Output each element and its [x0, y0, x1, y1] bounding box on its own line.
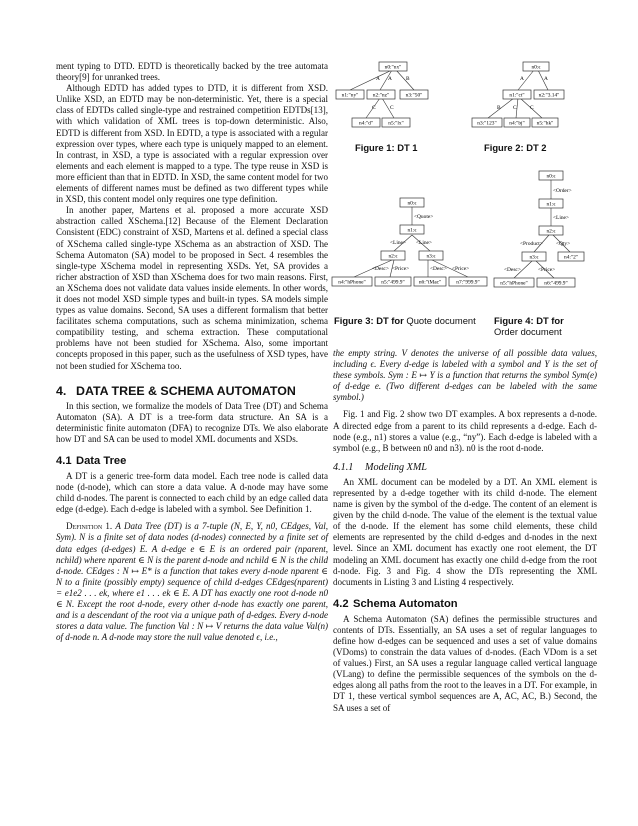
dt4-node-n3 [522, 252, 546, 261]
dt3-node-n1 [400, 225, 424, 234]
paragraph-section-4: In this section, we formalize the models of Data Tree (DT) and Schema Automaton (SA). A DT is a tree-form data structure. An SA is a deterministic finite automaton (DFA) to recognize DTs. We also elaborate how DT and SA can be used to model XML documents and XSDs. [56, 400, 328, 444]
figure-2-caption: Figure 2: DT 2 [484, 142, 547, 153]
dt2-node-n5 [532, 118, 558, 127]
svg-text:n3:"50": n3:"50" [405, 92, 423, 99]
dt4-node-n5 [494, 278, 534, 287]
dt3-label-price-2: <Price> [452, 266, 470, 272]
dt2-label-n1-n4: C [513, 105, 517, 111]
paragraph-intro: ment typing to DTD. EDTD is theoretically backed by the tree automata theory[9] for unranked trees. [56, 61, 328, 83]
figure-4-caption-name: Order document [494, 326, 562, 337]
dt4-node-n1 [539, 199, 563, 208]
section-42-title: Schema Automaton [353, 597, 458, 610]
dt1-node-n4 [352, 118, 380, 127]
dt4-label-qty: <Qty> [556, 241, 571, 247]
section-42-heading [333, 598, 597, 611]
dt4-label-desc: <Desc> [504, 267, 521, 273]
definition-1 [56, 521, 328, 643]
section-41-number: 4.1 [56, 455, 72, 467]
figure-1-diagram [330, 60, 480, 135]
dt3-label-line-1: <Line> [390, 240, 406, 246]
svg-text:n4:"2": n4:"2" [564, 254, 578, 261]
dt1-node-n2 [367, 90, 395, 99]
dt1-label-n0-n2: A [388, 76, 392, 82]
section-411-number: 4.1.1 [333, 461, 354, 473]
svg-text:n1:"ct": n1:"ct" [509, 92, 525, 99]
definition-1-continued-text: the empty string. V denotes the universe of all possible data values, including ϵ. Every d-edge is labeled with a symbol and Y is the set of these symbols. Sym : E ↦ Y is a function that returns the symbol Sym(e) of d-edge e. (Two different d-edges can be labeled with the same symbol.) [333, 348, 597, 403]
section-4-number: 4. [56, 383, 67, 398]
paragraph-section-41: A DT is a generic tree-form data model. Each tree node is called data node (d-node), which can store a data value. A d-node may have some child d-nodes. The parent is connected to each child by an edge called data edge (d-edge). Each d-edge is labeled with a symbol. See Definition 1. [56, 471, 328, 515]
dt2-node-n2 [534, 90, 564, 99]
definition-1-text: A Data Tree (DT) is a 7-tuple (N, E, Y, n0, CEdges, Val, Sym). N is a finite set of data nodes (d-nodes) connected by a finite set of data edges (d-edges) E. A d-edge e ∈ E is an ordered pair (nparent, nchild) where nparent ∈ N is the parent d-node and nchild ∈ N is the child d-node. CEdges : N ↦ E* is a function that takes every d-node nparent ∈ N to a finite (possibly empty) sequence of child d-edges CEdges(nparent) = e1e2 . . . ek, where e1 . . . ek ∈ E. A DT has exactly one root d-node n0 ∈ N. Except the root d-node, every other d-node has exactly one parent, and is a descendant of the root via a unique path of d-edges. Every d-node stores a data value. The function Val : N ↦ V returns the data value Val(n) of d-node n. A d-node may store the null value denoted ϵ, i.e., [56, 521, 329, 643]
dt2-node-n1 [503, 90, 531, 99]
dt3-node-n5 [375, 277, 411, 286]
dt2-label-n0-n1: A [520, 76, 524, 82]
dt3-label-desc-2: <Desc> [430, 266, 447, 272]
dt1-node-n5 [382, 118, 410, 127]
dt2-node-n3 [472, 118, 502, 127]
dt1-label-n0-n1: A [376, 76, 380, 82]
svg-text:n3:ϵ: n3:ϵ [529, 254, 539, 261]
svg-text:n1:ϵ: n1:ϵ [407, 227, 417, 234]
section-41-title: Data Tree [76, 455, 127, 467]
dt3-label-line-2: <Line> [416, 240, 432, 246]
section-4-title: DATA TREE & SCHEMA AUTOMATON [76, 383, 296, 398]
figure-2-diagram [470, 60, 600, 135]
dt3-label-desc-1: <Desc> [372, 266, 389, 272]
figure-4-caption-label: Figure 4: DT for [494, 315, 564, 326]
dt2-label-n1-n5: C [530, 105, 534, 111]
svg-text:n0:ϵ: n0:ϵ [546, 173, 556, 180]
section-411-title: Modeling XML [365, 461, 427, 473]
figure-1-caption: Figure 1: DT 1 [355, 142, 418, 153]
svg-text:n5:"lx": n5:"lx" [388, 120, 404, 127]
paragraph-section-411: An XML document can be modeled by a DT. An XML element is represented by a d-edge together with its child d-node. The element name is given by the symbol of the d-edge. The content of an element is given by the child d-node. The value of the element is the textual value of the d-node. If the element has some child elements, these child elements are represented by the child d-edges and d-nodes in the next level. Since an XML document has exactly one root element, the DT modeling an XML document has exactly one child d-edge from the root d-node. Fig. 3 and Fig. 4 show the DTs representing the XML documents in Listing 3 and Listing 4 respectively. [333, 476, 597, 587]
figure-3-caption-label: Figure 3: DT for [334, 315, 404, 326]
dt3-node-n4 [332, 277, 372, 286]
svg-text:n4:"hPhone": n4:"hPhone" [338, 279, 366, 286]
figure-3-diagram [332, 195, 492, 295]
figure-4-diagram [494, 168, 604, 296]
svg-text:n2:"nz": n2:"nz" [372, 92, 390, 99]
dt3-label-price-1: <Price> [392, 266, 410, 272]
paragraph-section-42: A Schema Automaton (SA) defines the permissible structures and contents of DTs. Essentially, an SA uses a set of regular languages to define how d-edges can be sequenced and uses a set of value domains (VDoms) to constrain the data values of d-nodes. (Each VDom is a set of values.) First, an SA uses a regular language called vertical language (VLang) to define the permissible sequences of the symbols on the d-edges along all paths from the root to the leaves in a DT. For example, in DT 1, these vertical symbol sequences are A, AC, AC, B.) Second, the SA uses a set of [333, 613, 597, 713]
svg-text:n5:"hk": n5:"hk" [536, 120, 554, 127]
svg-text:n5:"hPhone": n5:"hPhone" [500, 280, 528, 287]
definition-1-continued [333, 348, 597, 403]
dt4-label-price: <Price> [538, 267, 556, 273]
dt1-label-n0-n3: B [406, 76, 410, 82]
figure-3-caption-name: Quote document [406, 315, 476, 326]
dt1-node-n0 [379, 62, 407, 71]
svg-text:n0:"nx": n0:"nx" [384, 64, 402, 71]
dt4-label-product: <Product> [520, 241, 543, 247]
dt3-node-n7 [449, 277, 487, 286]
dt2-node-n4 [504, 118, 530, 127]
svg-text:n1:"ny": n1:"ny" [341, 92, 359, 99]
svg-text:n6:"iMac": n6:"iMac" [418, 279, 442, 286]
dt1-node-n1 [336, 90, 364, 99]
svg-text:n4:"bj": n4:"bj" [509, 120, 525, 127]
dt4-label-line: <Line> [553, 215, 569, 221]
dt4-node-n4 [558, 252, 584, 261]
svg-text:n3:ϵ: n3:ϵ [426, 253, 436, 260]
dt4-node-n2 [539, 226, 563, 235]
svg-text:n5:"499.9": n5:"499.9" [381, 279, 405, 286]
dt3-node-n0 [400, 198, 424, 207]
dt3-node-n3 [419, 251, 443, 260]
dt3-label-quote: <Quote> [414, 214, 434, 220]
svg-text:n0:ϵ: n0:ϵ [531, 64, 541, 71]
dt2-label-n0-n2: A [544, 76, 548, 82]
svg-text:n0:ϵ: n0:ϵ [407, 200, 417, 207]
dt1-label-n2-n4: C [372, 105, 376, 111]
left-column [56, 61, 328, 643]
svg-text:n2:ϵ: n2:ϵ [546, 228, 556, 235]
right-column [333, 348, 597, 714]
svg-text:n4:"d": n4:"d" [359, 120, 373, 127]
dt3-node-n2 [381, 251, 405, 260]
section-411-heading [333, 462, 597, 474]
dt1-label-n2-n5: C [390, 105, 394, 111]
paragraph-martens: In another paper, Martens et al. proposed a more accurate XSD abstraction called XSchema.[12] Because of the Element Declaration Consistent (EDC) constraint of XSD, Martens et al. defined a special class of XSchema called single-type XSchema as an abstraction of XSD. The Schema Automaton (SA) model to be proposed in Sect. 4 resembles the single-type XSchema model in representing XSDs. Yet, SA provides a richer abstraction of XSD than XSchema does for two main reasons. First, an XSchema does not validate data values inside elements. In other words, it does not model XSD simple types and built-in types. SA models simple types as value domains. Second, SA uses a different formalism that better facilitates schema computations, such as schema minimization, schema compatibility testing, and schema extraction. These computational problems have not been studied for XSchema. Also, some important concepts proposed in this paper, such as the usefulness of XSD types, have not been studied for XSchema too. [56, 205, 328, 371]
dt4-label-order: <Order> [553, 188, 572, 194]
section-41-heading [56, 455, 328, 468]
definition-1-label: Definition 1. [66, 521, 113, 532]
svg-text:n1:ϵ: n1:ϵ [546, 201, 556, 208]
svg-text:n7:"999.9": n7:"999.9" [456, 279, 480, 286]
svg-text:n6:"499.9": n6:"499.9" [544, 280, 568, 287]
figure-4-caption [494, 315, 598, 337]
section-42-number: 4.2 [333, 597, 349, 610]
svg-text:n2:ϵ: n2:ϵ [388, 253, 398, 260]
dt4-node-n0 [539, 171, 563, 180]
dt1-node-n3 [400, 90, 428, 99]
section-4-heading [56, 384, 328, 398]
paragraph-fig12: Fig. 1 and Fig. 2 show two DT examples. A box represents a d-node. A directed edge from a parent to its child represents a d-edge. Each d-node (e.g., n1) stores a value (e.g., “ny”). Each d-edge is labeled with a symbol (e.g., B between n0 and n3). n0 is the root d-node. [333, 409, 597, 453]
figure-3-caption [334, 315, 476, 326]
svg-text:n3:"123": n3:"123" [477, 120, 497, 127]
paragraph-edtd: Although EDTD has added types to DTD, it is different from XSD. Unlike XSD, an EDTD may be non-deterministic. Yet, there is a special class of EDTDs called single-type and restrained competition EDTDs[13], with which validation of XML trees is top-down deterministic. Also, EDTD is different from XSD. In EDTD, a type is associated with a regular expression over types, where each type is uniquely mapped to an element. In contrast, in XSD, a type is associated with a regular expression over elements and each element is mapped to a type. The type reuse in XSD is more efficient than that in EDTD. In XSD, the same content model for two elements of different names must be defined as two different types while in XSD, this content model only requires one type definition. [56, 83, 328, 205]
dt2-node-n0 [523, 62, 549, 71]
dt3-edge-labels [372, 214, 469, 272]
dt3-node-n6 [414, 277, 446, 286]
dt2-label-n1-n3: B [497, 105, 501, 111]
svg-text:n2:"3.14": n2:"3.14" [538, 92, 560, 99]
dt4-node-n6 [537, 278, 575, 287]
